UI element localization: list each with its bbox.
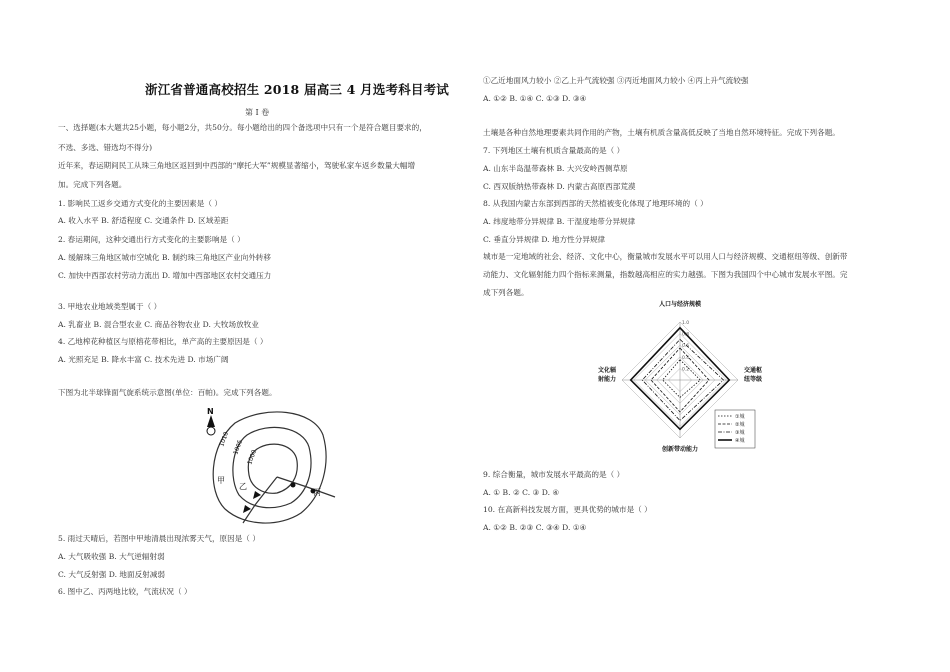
radar-tick-label: 1.0 [682,321,690,326]
question-6-options: A. ①② B. ①④ C. ①③ D. ③④ [483,94,587,103]
question-7-options-ab: A. 山东半岛温带森林 B. 大兴安岭西侧草原 [483,164,628,173]
question-4-options: A. 光照充足 B. 降水丰富 C. 技术先进 D. 市场广阔 [58,355,229,364]
radar-tick-label: 0.8 [682,332,690,338]
question-8-options-ab: A. 纬度地带分异规律 B. 干湿度地带分异规律 [483,217,636,226]
isobar-label-1005: 1005 [232,438,245,456]
question-6-statements: ①乙近地面风力较小 ②乙上升气流较强 ③丙近地面风力较小 ④丙上升气流较强 [483,76,749,85]
cold-front [243,477,277,523]
section-label: 第 I 卷 [245,108,270,117]
radar-tick-label: 0.4 [682,355,690,361]
question-3: 3. 甲地农业地域类型属于（ ） [58,302,162,311]
isobar-outer [213,412,326,523]
radar-axis-label: 文化辐 [597,367,616,374]
question-5-options-cd: C. 大气反射强 D. 地面反射减弱 [58,570,165,579]
warm-front [277,477,335,497]
place-jia: 甲 [217,476,225,485]
radar-axis-label: 纽等级 [744,376,763,383]
question-6: 6. 图中乙、丙两地比较，气流状况（ ） [58,587,192,596]
passage-text: 下图为北半球锋面气旋系统示意图(单位：百帕)。完成下列各题。 [58,388,277,397]
place-bing: 丙 [313,488,321,497]
radar-axis-label: 创新带动能力 [661,446,699,453]
question-5-options-ab: A. 大气吸收强 B. 大气逆辐射弱 [58,552,165,561]
question-1: 1. 影响民工返乡交通方式变化的主要因素是（ ） [58,199,222,208]
north-arrow-icon [207,415,215,435]
passage-text: 城市是一定地域的社会、经济、文化中心，衡量城市发展水平可以用人口与经济规模、交通枢纽等级、创新带 [483,252,848,261]
radar-legend-label: ②城 [735,422,745,428]
question-1-options: A. 收入水平 B. 舒适程度 C. 交通条件 D. 区域差距 [58,216,229,225]
question-7-options-cd: C. 西双版纳热带森林 D. 内蒙古高原西部荒漠 [483,182,636,191]
question-9-options: A. ① B. ② C. ③ D. ④ [483,488,560,497]
question-2-options-cd: C. 加快中西部农村劳动力流出 D. 增加中西部地区农村交通压力 [58,271,272,280]
isobar-label-1010: 1010 [218,430,231,448]
radar-axis-label: 射能力 [597,376,616,383]
question-8-options-cd: C. 垂直分异规律 D. 地方性分异规律 [483,235,606,244]
radar-axis-label: 人口与经济规模 [658,301,702,308]
cyclone-map [195,405,355,535]
question-3-options: A. 乳畜业 B. 混合型农业 C. 商品谷物农业 D. 大牧场放牧业 [58,320,259,329]
north-label: N [207,407,214,416]
isobar-label-1000: 1000 [246,448,259,466]
question-9: 9. 综合衡量，城市发展水平最高的是（ ） [483,470,625,479]
radar-legend-label: ①城 [735,414,745,420]
passage-text: 近年来，春运期间民工从珠三角地区返回到中西部的“摩托大军”规模显著缩小，驾驶私家车返乡数量大幅增 [58,161,416,170]
passage-text: 成下列各题。 [483,288,529,297]
exam-title: 浙江省普通高校招生 2018 届高三 4 月选考科目考试 [145,82,449,97]
question-2: 2. 春运期间，这种交通出行方式变化的主要影响是（ ） [58,235,245,244]
passage-text: 动能力、文化辐射能力四个指标来测量，指数越高相应的实力越强。下图为我国四个中心城市发展水平图。完 [483,270,848,279]
question-10: 10. 在高新科技发展方面，更具优势的城市是（ ） [483,505,652,514]
city-radar-chart [590,298,770,463]
question-2-options-ab: A. 缓解珠三角地区城市空城化 B. 制约珠三角地区产业向外转移 [58,253,271,262]
question-7: 7. 下列地区土壤有机质含量最高的是（ ） [483,146,625,155]
radar-axis-label: 交通枢 [744,367,763,374]
radar-legend-label: ④城 [735,438,745,444]
isobar-middle [233,427,311,507]
passage-text: 加。完成下列各题。 [58,180,127,189]
question-5: 5. 雨过天晴后，若图中甲地清晨出现浓雾天气，原因是（ ） [58,534,260,543]
place-yi: 乙 [239,482,247,491]
radar-legend-label: ③城 [735,430,745,436]
question-4: 4. 乙地榨花种植区与原榕花带相比，单产高的主要原因是（ ） [58,337,268,346]
radar-tick-label: 0.6 [682,344,690,350]
passage-text: 土壤是各种自然地理要素共同作用的产物，土壤有机质含量高低反映了当地自然环境特征。完成下列各题。 [483,128,840,137]
radar-tick-label: 0.2 [682,367,690,373]
question-8: 8. 从我国内蒙古东部到西部的天然植被变化体现了地理环境的（ ） [483,199,708,208]
instructions-line: 一、选择题(本大题共25小题，每小题2分，共50分。每小题给出的四个备选项中只有一个是符合题目要求的， [58,123,427,132]
question-10-options: A. ①② B. ②③ C. ③④ D. ①④ [483,523,587,532]
instructions-line: 不选、多选、错选均不得分) [58,143,153,152]
